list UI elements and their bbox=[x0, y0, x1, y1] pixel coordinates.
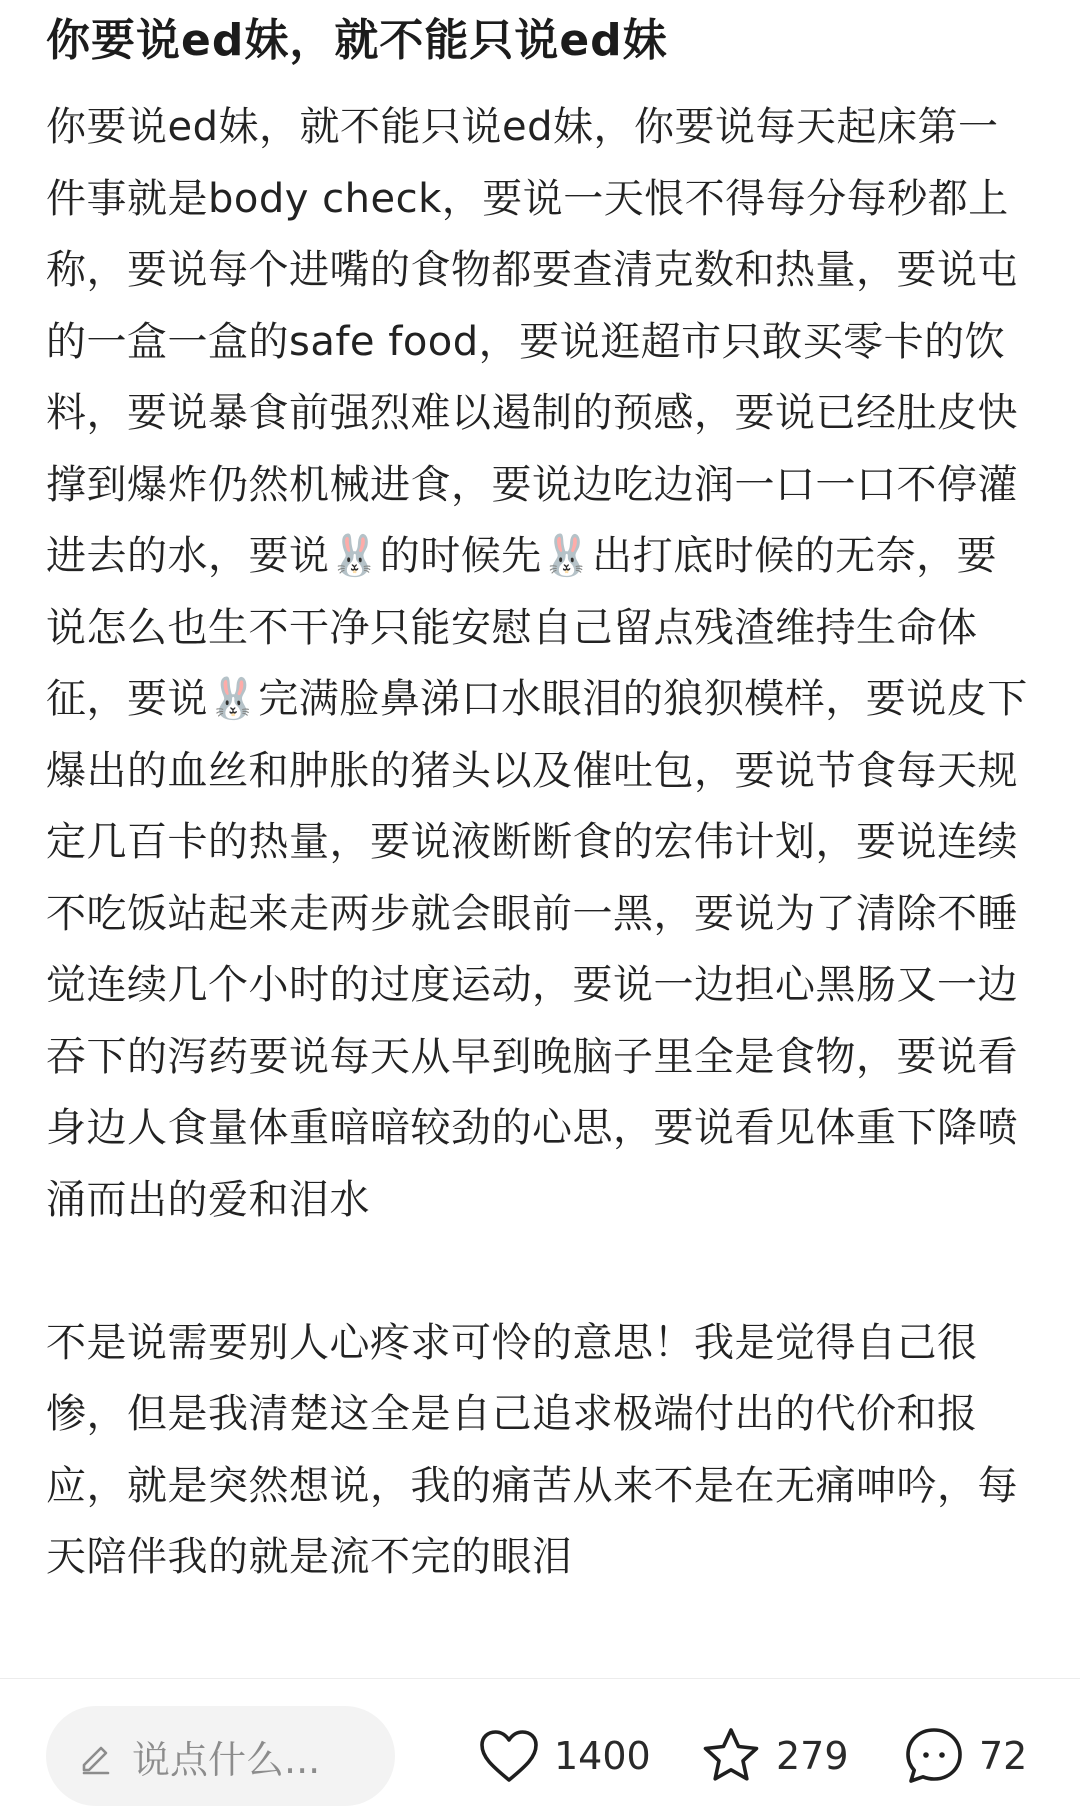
post-content bbox=[46, 0, 1034, 1594]
heart-icon bbox=[478, 1728, 540, 1784]
post-paragraph-1: 你要说ed妹，就不能只说ed妹，你要说每天起床第一件事就是body check，要说一天恨不得每分每秒都上称，要说每个进嘴的食物都要查清克数和热量，要说屯的一盒一盒的safe food，要说逛超市只敢买零卡的饮料，要说暴食前强烈难以遏制的预感，要说已经肚皮快撑到爆炸仍然机械进食，要说边吃边润一口一口不停灌进去的水，要说🐰的时候先🐰出打底时候的无奈，要说怎么也生不干净只能安慰自己留点残渣维持生命体征，要说🐰完满脸鼻涕口水眼泪的狼狈模样，要说皮下爆出的血丝和肿胀的猪头以及催吐包，要说节食每天规定几百卡的热量，要说液断断食的宏伟计划，要说连续不吃饭站起来走两步就会眼前一黑，要说为了清除不睡觉连续几个小时的过度运动，要说一边担心黑肠又一边吞下的泻药要说每天从早到晚脑子里全是食物，要说看身边人食量体重暗暗较劲的心思，要说看见体重下降喷涌而出的爱和泪水 bbox=[46, 104, 1028, 1223]
like-button[interactable] bbox=[478, 1706, 651, 1806]
post-paragraph-2: 不是说需要别人心疼求可怜的意思！我是觉得自己很惨，但是我清楚这全是自己追求极端付出的代价和报应，就是突然想说，我的痛苦从来不是在无痛呻吟，每天陪伴我的就是流不完的眼泪 bbox=[46, 1319, 1018, 1580]
pen-icon bbox=[76, 1737, 114, 1775]
post-title: 你要说ed妹，就不能只说ed妹 bbox=[46, 15, 668, 66]
comment-input[interactable] bbox=[46, 1706, 395, 1806]
comment-button[interactable] bbox=[903, 1706, 1027, 1806]
comment-placeholder: 说点什么... bbox=[132, 1737, 321, 1782]
like-count: 1400 bbox=[554, 1734, 651, 1778]
comment-count: 72 bbox=[979, 1734, 1028, 1778]
favorite-button[interactable] bbox=[700, 1706, 849, 1806]
bottom-action-bar bbox=[0, 1678, 1080, 1806]
favorite-count: 279 bbox=[776, 1734, 849, 1778]
speech-bubble-icon bbox=[903, 1725, 965, 1787]
post-body bbox=[46, 92, 1034, 1594]
star-icon bbox=[700, 1726, 762, 1786]
